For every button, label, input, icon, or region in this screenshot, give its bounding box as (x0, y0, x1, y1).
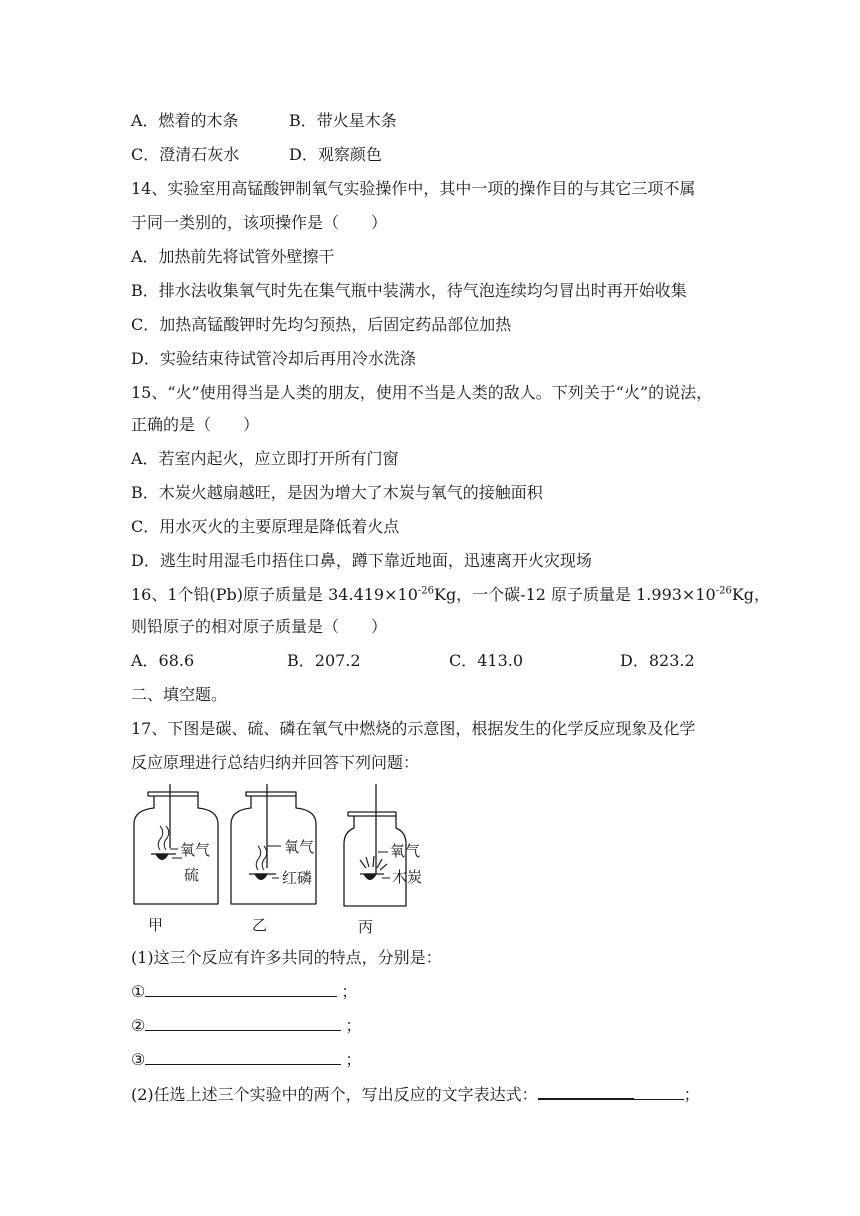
jar-bing-name: 丙 (358, 918, 374, 936)
q13-option-a: A．燃着的木条 (131, 111, 239, 130)
combustion-figure-svg (126, 782, 456, 938)
answer-marker-2: ② (131, 1016, 146, 1035)
answer-marker-1: ① (131, 982, 146, 1001)
answer-semicolon-1: ； (341, 982, 358, 1001)
q16-stem-line1 (131, 583, 770, 607)
q14-stem-line2: 于同一类别的，该项操作是（ ） (131, 213, 388, 232)
q15-stem-line1: 15、“火”使用得当是人类的朋友，使用不当是人类的敌人。下列关于“火”的说法， (131, 383, 713, 402)
jar-yi-gas-label: 氧气 (284, 838, 315, 856)
q14-option-c: C．加热高锰酸钾时先均匀预热，后固定药品部位加热 (131, 315, 512, 334)
q16-stem-part1: 16、1个铅(Pb)原子质量是 34.419×10 (131, 585, 418, 604)
q17-answer-3 (131, 1048, 361, 1072)
q17-answer-2 (131, 1014, 361, 1038)
q13-option-d: D．观察颜色 (289, 145, 382, 164)
q16-stem-line2: 则铅原子的相对原子质量是（ ） (131, 617, 388, 636)
section-heading: 二、填空题。 (131, 685, 228, 704)
q16-exponent-2: -26 (715, 585, 732, 597)
combustion-figure (126, 782, 456, 938)
q16-option-c: C．413.0 (449, 651, 524, 670)
q16-stem-part3: Kg， (731, 585, 771, 604)
q14-option-b: B．排水法收集氧气时先在集气瓶中装满水，待气泡连续均匀冒出时再开始收集 (131, 281, 687, 300)
q16-option-a: A．68.6 (131, 651, 195, 670)
answer-blank-4a[interactable] (538, 1082, 634, 1100)
q13-option-c: C．澄清石灰水 (131, 145, 240, 164)
jar-bing-gas-label: 氧气 (390, 842, 421, 860)
jar-bing-substance-label: 木炭 (392, 868, 423, 886)
q15-stem-line2: 正确的是（ ） (131, 415, 260, 434)
answer-blank-2[interactable] (145, 1014, 341, 1031)
q16-exponent-1: -26 (417, 585, 434, 597)
q15-option-c: C．用水灭火的主要原理是降低着火点 (131, 517, 400, 536)
q14-option-d: D．实验结束待试管冷却后再用冷水洗涤 (131, 349, 416, 368)
q16-option-d: D．823.2 (620, 651, 695, 670)
q15-option-d: D．逃生时用湿毛巾捂住口鼻，蹲下靠近地面，迅速离开火灾现场 (131, 551, 592, 570)
q17-stem-line1: 17、下图是碳、硫、磷在氧气中燃烧的示意图，根据发生的化学反应现象及化学 (131, 719, 696, 738)
answer-blank-1[interactable] (145, 980, 337, 997)
q15-option-b: B．木炭火越扇越旺，是因为增大了木炭与氧气的接触面积 (131, 483, 543, 502)
jar-jia-substance-label: 硫 (184, 866, 200, 884)
q15-option-a: A．若室内起火，应立即打开所有门窗 (131, 449, 399, 468)
q14-stem-line1: 14、实验室用高锰酸钾制氧气实验操作中，其中一项的操作目的与其它三项不属 (131, 179, 696, 198)
jar-jia-name: 甲 (148, 916, 164, 934)
answer-blank-4b[interactable] (634, 1083, 684, 1100)
q14-option-a: A．加热前先将试管外壁擦干 (131, 247, 335, 266)
jar-jia-gas-label: 氧气 (180, 841, 211, 859)
q16-stem-part2: Kg，一个碳-12 原子质量是 1.993×10 (433, 585, 716, 604)
q13-option-b: B．带火星木条 (289, 111, 397, 130)
answer-semicolon-3: ； (345, 1050, 362, 1069)
q17-answer-1 (131, 980, 357, 1004)
q16-option-b: B．207.2 (287, 651, 361, 670)
answer-blank-3[interactable] (145, 1048, 341, 1065)
q17-sub1: (1)这三个反应有许多共同的特点，分别是： (131, 948, 442, 967)
answer-marker-3: ③ (131, 1050, 146, 1069)
answer-semicolon-2: ； (345, 1016, 362, 1035)
jar-yi-substance-label: 红磷 (282, 869, 313, 887)
q17-sub2 (131, 1082, 700, 1107)
q17-sub2-text: (2)任选上述三个实验中的两个，写出反应的文字表达式： (131, 1085, 538, 1104)
q17-stem-line2: 反应原理进行总结归纳并回答下列问题： (131, 753, 420, 772)
answer-semicolon-4: ； (683, 1085, 700, 1104)
jar-yi-name: 乙 (252, 916, 268, 934)
